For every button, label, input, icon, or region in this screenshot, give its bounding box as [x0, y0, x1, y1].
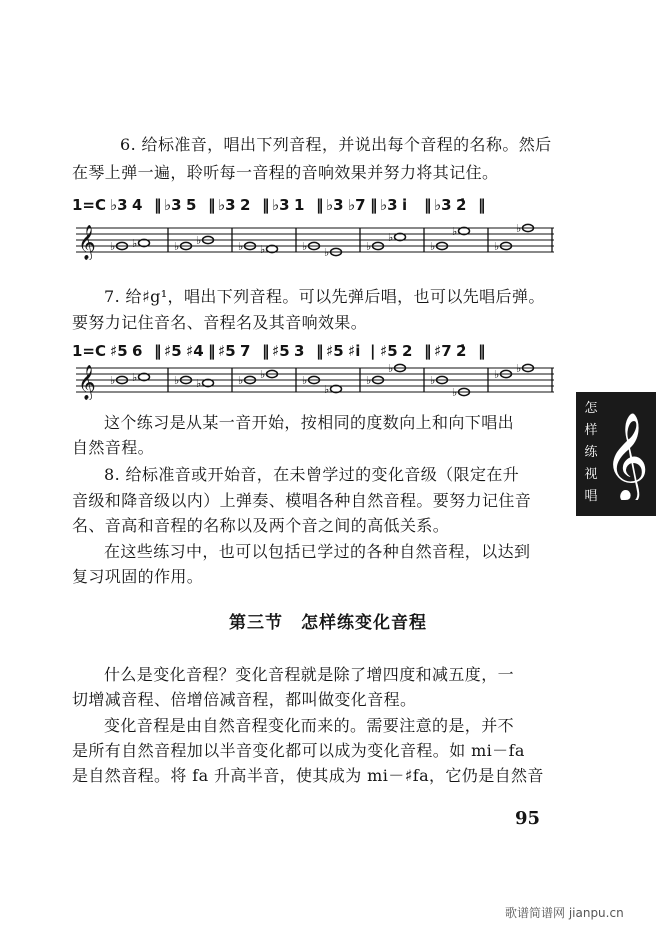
- side-tab-char: 样: [584, 423, 598, 438]
- jianpu-note: ♯5: [380, 342, 398, 360]
- para-review-line-2: 复习巩固的作用。: [72, 567, 204, 586]
- jianpu-note: ♭3: [164, 196, 182, 214]
- accidental: ♭: [196, 377, 202, 390]
- section-heading: 第三节 怎样练变化音程: [229, 613, 427, 633]
- accidental: ♭: [366, 240, 372, 253]
- jianpu-note: 3: [294, 342, 305, 360]
- accidental: ♭: [132, 237, 138, 250]
- accidental: ♭: [494, 240, 500, 253]
- side-tab-char: 视: [584, 467, 598, 482]
- para-review-line-1: 在这些练习中，也可以包括已学过的各种自然音程，以达到: [104, 542, 531, 561]
- side-tab-title: [582, 398, 600, 508]
- accidental: ♭: [302, 374, 308, 387]
- jianpu-note: 2̇: [456, 196, 467, 214]
- treble-clef-icon: [604, 410, 652, 500]
- jianpu-note: ♯5: [326, 342, 344, 360]
- svg-text:𝄞: 𝄞: [604, 411, 649, 500]
- para-6-line-2: 在琴上弹一遍，聆听每一音程的音响效果并努力将其记住。: [72, 163, 499, 182]
- para-6-line-1: 6. 给标准音，唱出下列音程，并说出每个音程的名称。然后: [120, 135, 552, 154]
- jianpu-note: ♭3: [110, 196, 128, 214]
- jianpu-line-1: [72, 196, 560, 218]
- para-note-line-2: 自然音程。: [72, 438, 155, 457]
- jianpu-note: 1: [294, 196, 305, 214]
- jianpu-barline: ‖: [478, 342, 486, 360]
- jianpu-note: ♭3: [326, 196, 344, 214]
- staff-1: [76, 222, 556, 260]
- jianpu-key: 1=C: [72, 196, 107, 214]
- jianpu-barline: ‖: [478, 196, 486, 214]
- side-tab-char: 练: [584, 445, 598, 460]
- body-p1-line-1: 什么是变化音程？变化音程就是除了增四度和减五度，一: [104, 665, 515, 684]
- accidental: ♭: [388, 231, 394, 244]
- para-7-line-1: 7. 给♯g¹，唱出下列音程。可以先弹后唱，也可以先唱后弹。: [104, 287, 545, 306]
- para-8-line-2: 音级和降音级以内）上弹奏、模唱各种自然音程。要努力记住音: [72, 491, 532, 510]
- jianpu-note: ♯5: [110, 342, 128, 360]
- jianpu-note: ♭3: [380, 196, 398, 214]
- jianpu-barline: ‖: [424, 342, 432, 360]
- jianpu-barline: ‖: [262, 342, 270, 360]
- accidental: ♭: [174, 374, 180, 387]
- accidental: ♭: [430, 240, 436, 253]
- jianpu-note: ♯5: [164, 342, 182, 360]
- accidental: ♭: [516, 222, 522, 235]
- jianpu-key: 1=C: [72, 342, 107, 360]
- accidental: ♭: [430, 374, 436, 387]
- jianpu-note: 7: [240, 342, 251, 360]
- accidental: ♭: [452, 225, 458, 238]
- accidental: ♭: [132, 371, 138, 384]
- jianpu-barline: ‖: [208, 342, 216, 360]
- jianpu-barline: ‖: [370, 196, 378, 214]
- accidental: ♭: [366, 374, 372, 387]
- jianpu-note: ♯5: [218, 342, 236, 360]
- accidental: ♭: [494, 368, 500, 381]
- jianpu-barline: |: [370, 342, 376, 360]
- jianpu-note: 4: [132, 196, 143, 214]
- treble-clef-icon: 𝄞: [78, 225, 96, 260]
- jianpu-note: ♭3: [218, 196, 236, 214]
- para-8-line-3: 名、音高和音程的名称以及两个音之间的高低关系。: [72, 516, 450, 535]
- jianpu-note: i: [402, 196, 408, 214]
- accidental: ♭: [260, 368, 266, 381]
- accidental: ♭: [388, 362, 394, 375]
- jianpu-note: ♭3: [272, 196, 290, 214]
- body-p2-line-2: 是所有自然音程加以半音变化都可以成为变化音程。如 mi－fa: [72, 741, 525, 760]
- jianpu-barline: ‖: [208, 196, 216, 214]
- accidental: ♭: [324, 383, 330, 396]
- jianpu-note: ♯5: [272, 342, 290, 360]
- accidental: ♭: [110, 240, 116, 253]
- accidental: ♭: [196, 234, 202, 247]
- jianpu-note: ♭7: [348, 196, 366, 214]
- para-8-line-1: 8. 给标准音或开始音，在未曾学过的变化音级（限定在升: [104, 465, 520, 484]
- accidental: ♭: [238, 374, 244, 387]
- jianpu-barline: ‖: [262, 196, 270, 214]
- body-p1-line-2: 切增减音程、倍增倍减音程，都叫做变化音程。: [72, 690, 417, 709]
- accidental: ♭: [260, 243, 266, 256]
- jianpu-barline: ‖: [154, 196, 162, 214]
- jianpu-note: ♯7: [434, 342, 452, 360]
- jianpu-note: ♭3: [434, 196, 452, 214]
- staff-2: [76, 360, 556, 400]
- jianpu-barline: ‖: [424, 196, 432, 214]
- accidental: ♭: [302, 240, 308, 253]
- jianpu-note: 2: [240, 196, 251, 214]
- accidental: ♭: [110, 374, 116, 387]
- watermark: 歌谱简谱网 jianpu.cn: [505, 906, 624, 920]
- para-note-line-1: 这个练习是从某一音开始，按相同的度数向上和向下唱出: [104, 413, 515, 432]
- jianpu-barline: ‖: [316, 196, 324, 214]
- side-tab-char: 怎: [584, 401, 598, 416]
- jianpu-note: 5: [186, 196, 197, 214]
- jianpu-note: 2̇: [456, 342, 467, 360]
- body-p2-line-3: 是自然音程。将 fa 升高半音，使其成为 mi－♯fa，它仍是自然音: [72, 766, 544, 785]
- jianpu-note: ♯4: [186, 342, 204, 360]
- accidental: ♭: [238, 240, 244, 253]
- page-number: 95: [515, 808, 541, 829]
- accidental: ♭: [324, 246, 330, 259]
- accidental: ♭: [452, 386, 458, 399]
- jianpu-note: 2: [402, 342, 413, 360]
- chapter-side-tab: [576, 392, 656, 516]
- jianpu-note: ♯i: [348, 342, 361, 360]
- jianpu-barline: ‖: [154, 342, 162, 360]
- body-p2-line-1: 变化音程是由自然音程变化而来的。需要注意的是，并不: [104, 716, 515, 735]
- accidental: ♭: [516, 362, 522, 375]
- treble-clef-icon: 𝄞: [78, 365, 96, 400]
- para-7-line-2: 要努力记住音名、音程名及其音响效果。: [72, 313, 368, 332]
- side-tab-char: 唱: [584, 489, 598, 504]
- jianpu-barline: ‖: [316, 342, 324, 360]
- accidental: ♭: [174, 240, 180, 253]
- jianpu-note: 6: [132, 342, 143, 360]
